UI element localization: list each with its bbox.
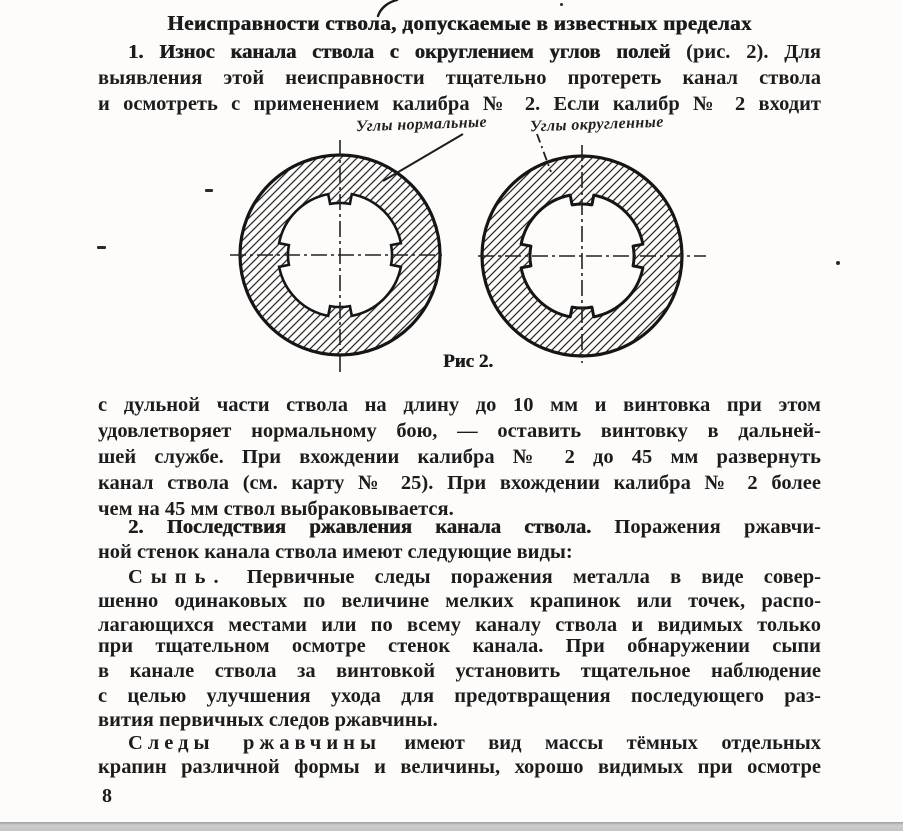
text-segment: с целью улучшения ухода для предотвращения последующего раз- bbox=[98, 685, 821, 707]
text-segment: чем на 45 мм ствол выбраковывается. bbox=[98, 498, 454, 520]
page-number: 8 bbox=[102, 785, 112, 807]
scan-speck bbox=[205, 189, 213, 192]
text-segment: Поражения ржавчи- bbox=[591, 516, 821, 538]
text-line bbox=[98, 589, 821, 614]
text-line bbox=[98, 708, 821, 733]
figure-caption: Рис 2. bbox=[443, 351, 493, 372]
text-segment: Следы ржавчины bbox=[128, 732, 381, 754]
text-line bbox=[98, 540, 821, 565]
text-line bbox=[98, 634, 821, 659]
scan-speck bbox=[97, 246, 106, 249]
text-segment: удовлетворяет нормальному бою, — оставить винтовку в дальней- bbox=[98, 420, 821, 442]
page-title: Неисправности ствола, допускаемые в известных пределах bbox=[167, 11, 752, 35]
text-segment: при тщательном осмотре стенок канала. При обнаружении сыпи bbox=[98, 635, 821, 657]
text-segment: в канале ствола за винтовкой установить тщательное наблюдение bbox=[98, 660, 821, 682]
text-segment: 1. Износ канала ствола с округлением углов полей bbox=[128, 41, 671, 63]
text-line bbox=[98, 419, 821, 444]
text-segment: шей службе. При вхождении калибра № 2 до 45 мм развернуть bbox=[98, 446, 821, 468]
text-line bbox=[98, 659, 821, 684]
text-segment: Сыпь. bbox=[128, 566, 227, 588]
text-segment: канал ствола (см. карту № 25). При вхождении калибра № 2 более bbox=[98, 472, 821, 494]
text-line bbox=[98, 755, 821, 780]
text-segment: выявления этой неисправности тщательно протереть канал ствола bbox=[98, 67, 821, 89]
text-segment: вития первичных следов ржавчины. bbox=[98, 709, 438, 731]
text-line bbox=[98, 445, 821, 470]
figure-label-rounded-corners: Углы округленные bbox=[529, 113, 664, 136]
pen-mark bbox=[370, 0, 405, 18]
text-line bbox=[98, 66, 821, 91]
text-segment: крапин различной формы и величины, хорошо видимых при осмотре bbox=[98, 756, 821, 778]
text-line bbox=[98, 40, 821, 65]
scan-speck bbox=[836, 261, 840, 265]
text-line bbox=[98, 731, 821, 756]
text-line bbox=[98, 565, 821, 590]
text-line bbox=[98, 471, 821, 496]
text-line bbox=[98, 515, 821, 540]
text-segment: 2. Последствия ржавления канала ствола. bbox=[128, 516, 592, 538]
text-line bbox=[98, 393, 821, 418]
text-segment: и осмотреть с применением калибра № 2. Если калибр № 2 входит bbox=[98, 93, 821, 115]
text-segment: ной стенок канала ствола имеют следующие виды: bbox=[98, 541, 573, 563]
text-segment: (рис. 2). Для bbox=[670, 41, 821, 63]
barrel-cross-section-drawing bbox=[170, 110, 730, 385]
leader-line-left-label bbox=[383, 134, 463, 181]
text-segment: имеют вид массы тёмных отдельных bbox=[380, 732, 821, 754]
scan-speck bbox=[560, 3, 563, 6]
text-line bbox=[98, 684, 821, 709]
text-segment: лагающихся местами или по всему каналу ствола и видимых только bbox=[98, 614, 821, 636]
left-section-normal-corners bbox=[230, 140, 445, 375]
right-section-rounded-corners bbox=[478, 145, 706, 363]
text-segment: шенно одинаковых по величине мелких крапинок или точек, распо- bbox=[98, 590, 821, 612]
text-segment: Первичные следы поражения металла в виде совер- bbox=[226, 566, 821, 588]
text-segment: с дульной части ствола на длину до 10 мм и винтовка при этом bbox=[98, 394, 821, 416]
horizontal-scrollbar[interactable] bbox=[0, 822, 903, 831]
figure-label-normal-corners: Углы нормальные bbox=[355, 113, 488, 136]
